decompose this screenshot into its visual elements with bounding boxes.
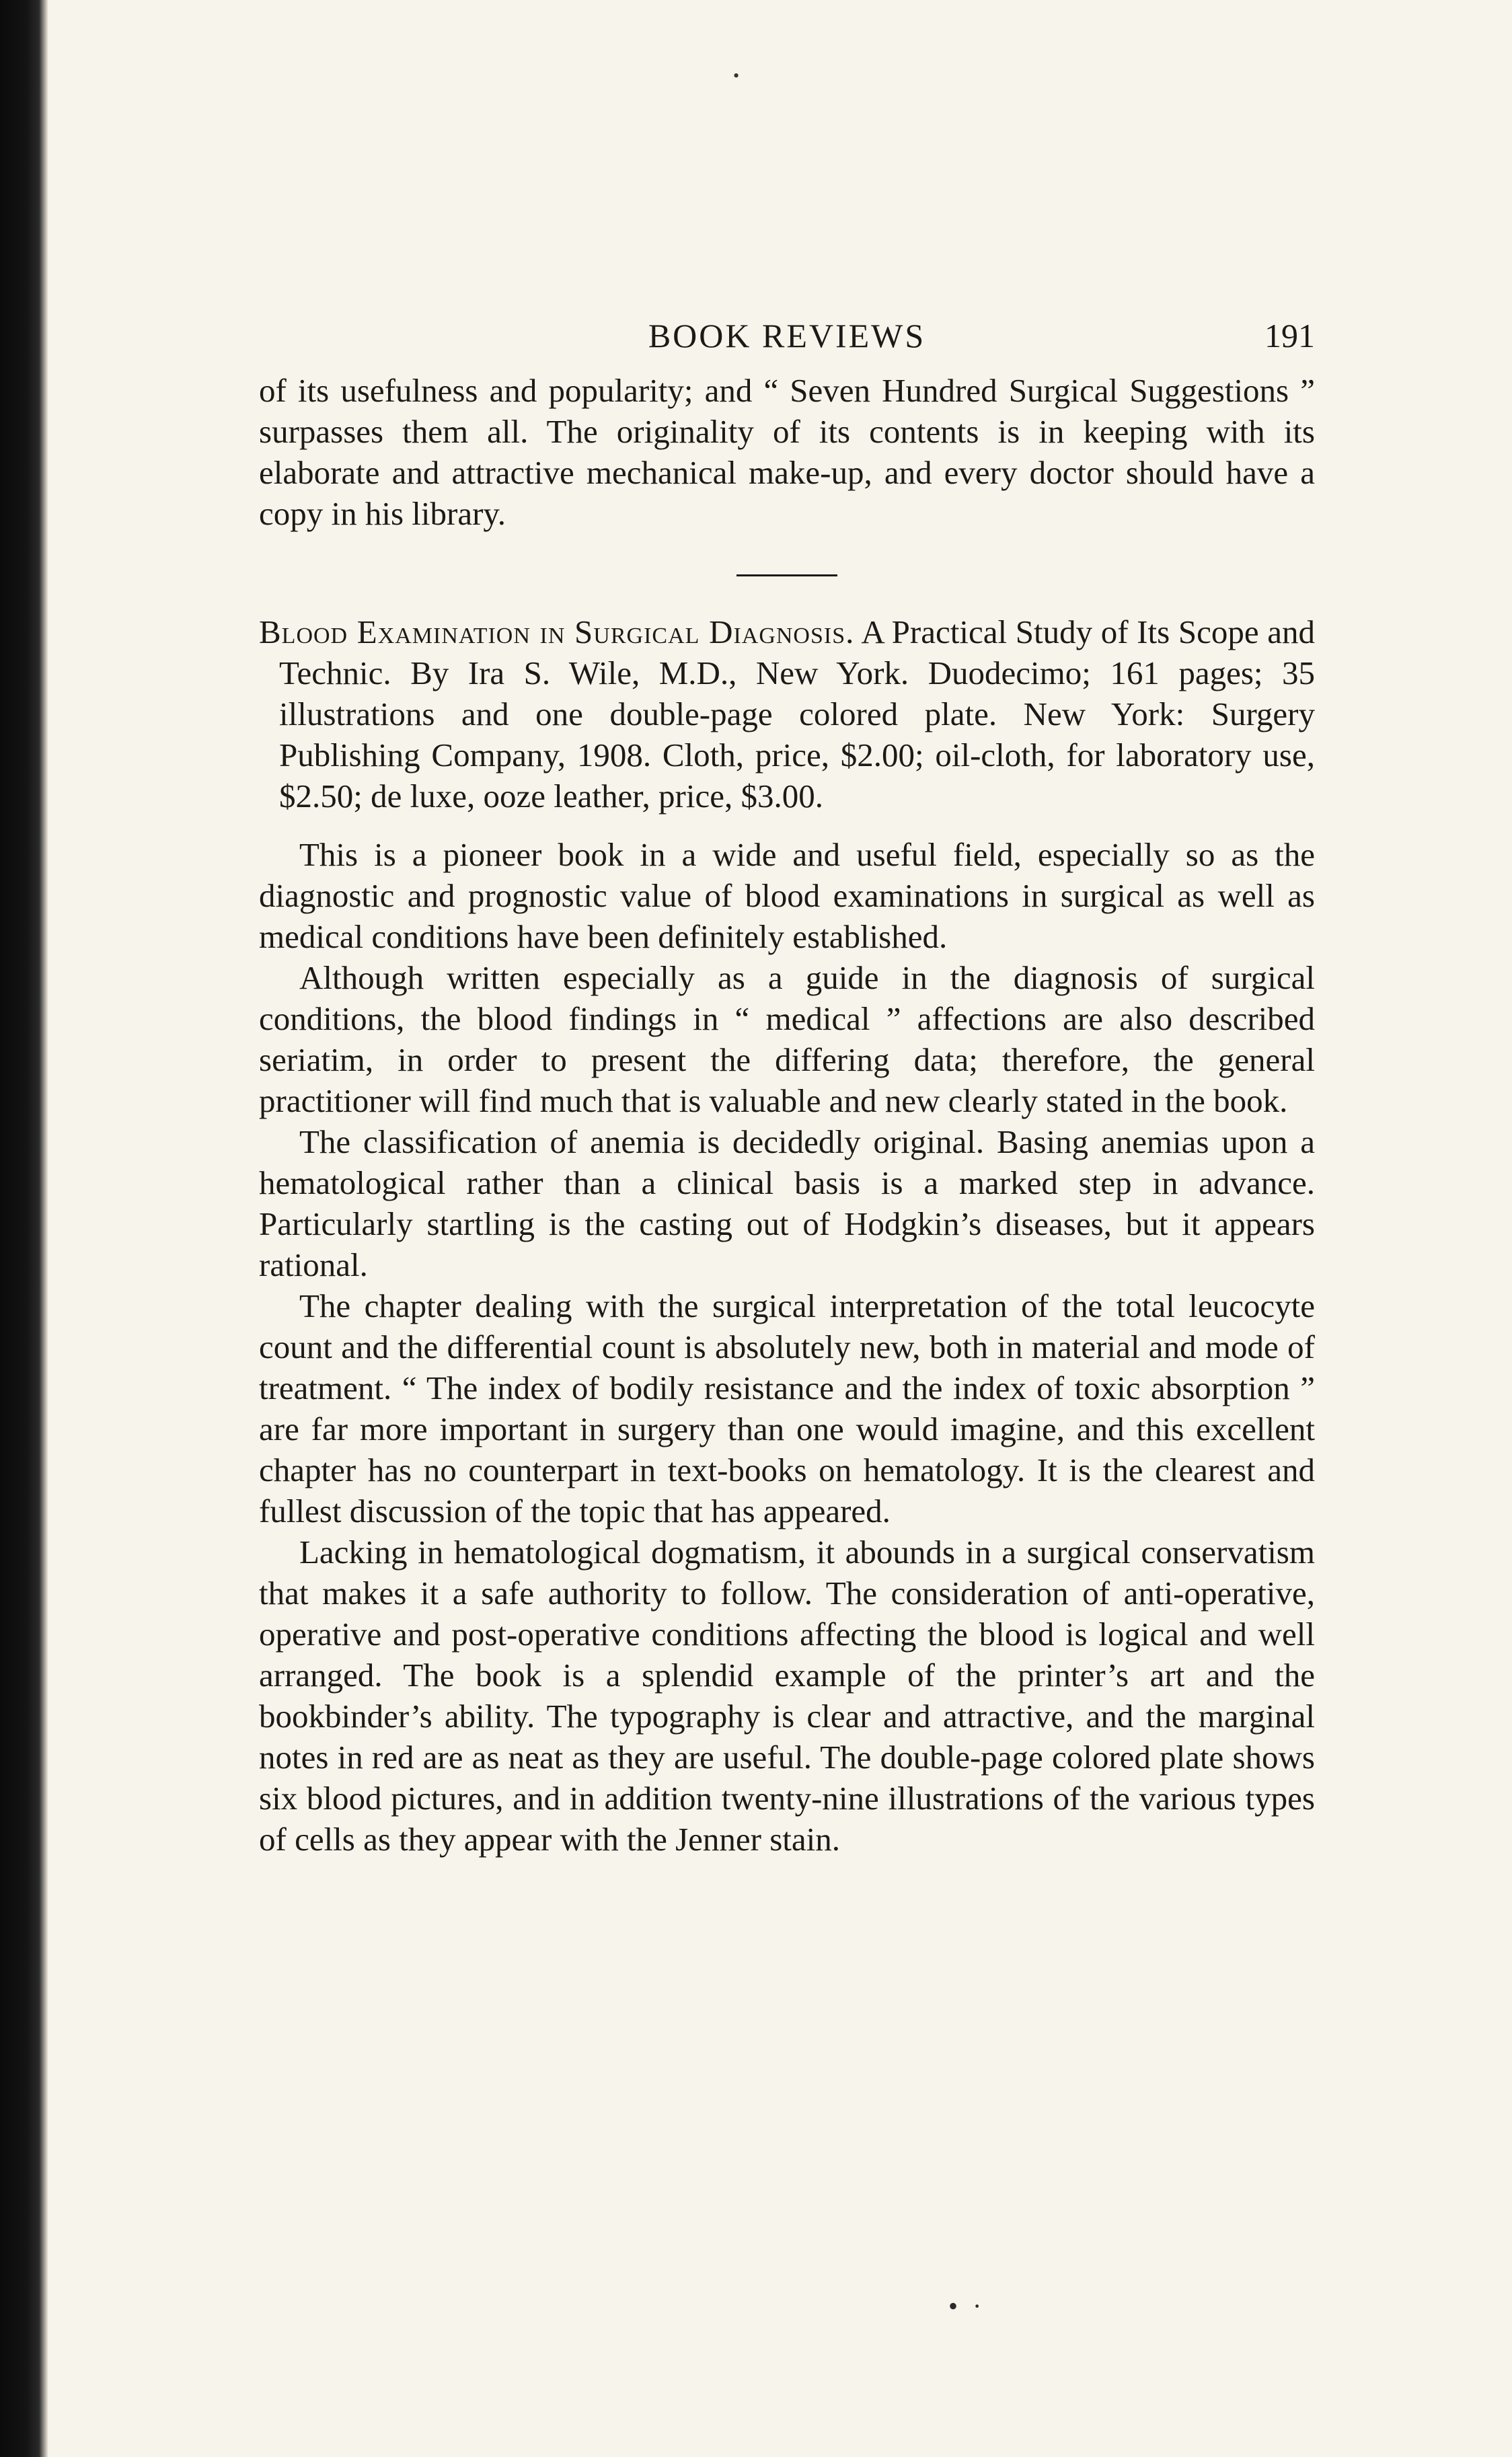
review-paragraph: Although written especially as a guide in the diagnosis of surgical conditions, the blood findings in “ medical ” affections are also described seriatim, in order to present the differing data; therefore, the general practitioner will find much that is valuable and new clearly stated in the book.: [259, 959, 1315, 1119]
review-paragraph: This is a pioneer book in a wide and useful field, especially so as the diagnostic and prognostic value of blood examinations in surgical as well as medical conditions have been definitely established.: [259, 836, 1315, 955]
book-details: A Practical Study of Its Scope and Technic. By Ira S. Wile, M.D., New York. Duodecimo; 161 pages; 35 illustrations and one double-page colored plate. New York: Surgery Publishing Company, 1908. Cloth, price, $2.00; oil-cloth, for laboratory use, $2.50; de luxe, ooze leather, price, $3.00.: [279, 613, 1315, 815]
running-head: BOOK REVIEWS: [648, 317, 926, 354]
book-title: Blood Examination in Surgical Diagnosis.: [259, 613, 855, 650]
review-paragraph: The classification of anemia is decidedly original. Basing anemias upon a hematological rather than a clinical basis is a marked step in advance. Particularly startling is the casting out of Hodgkin’s diseases, but it appears rational.: [259, 1123, 1315, 1283]
continued-review-text: of its usefulness and popularity; and “ Seven Hundred Surgical Suggestions ” surpasses them all. The originality of its contents is in keeping with its elaborate and attractive mechanical make-up, and every doctor should have a copy in his library.: [259, 372, 1315, 532]
review-body: [259, 834, 1315, 1860]
section-divider: [736, 574, 837, 576]
book-citation: [259, 611, 1315, 817]
review-paragraph: Lacking in hematological dogmatism, it abounds in a surgical conservatism that makes it a safe authority to follow. The consideration of anti-operative, operative and post-operative conditions affecting the blood is logical and well arranged. The book is a splendid example of the printer’s art and the bookbinder’s ability. The typography is clear and attractive, and the marginal notes in red are as neat as they are useful. The double-page colored plate shows six blood pictures, and in addition twenty-nine illustrations of the various types of cells as they appear with the Jenner stain.: [259, 1534, 1315, 1858]
scan-specks: •·: [948, 2291, 997, 2321]
page-header: [259, 303, 1315, 370]
scan-binding-edge: [0, 0, 48, 2457]
book-page: [259, 303, 1315, 1860]
review-paragraph: The chapter dealing with the surgical interpretation of the total leucocyte count and the differential count is absolutely new, both in material and mode of treatment. “ The index of bodily resistance and the index of toxic absorption ” are far more important in surgery than one would imagine, and this excellent chapter has no counterpart in text-books on hematology. It is the clearest and fullest discussion of the topic that has appeared.: [259, 1287, 1315, 1529]
scan-speck: •: [733, 66, 740, 85]
page-number: 191: [1264, 317, 1315, 354]
